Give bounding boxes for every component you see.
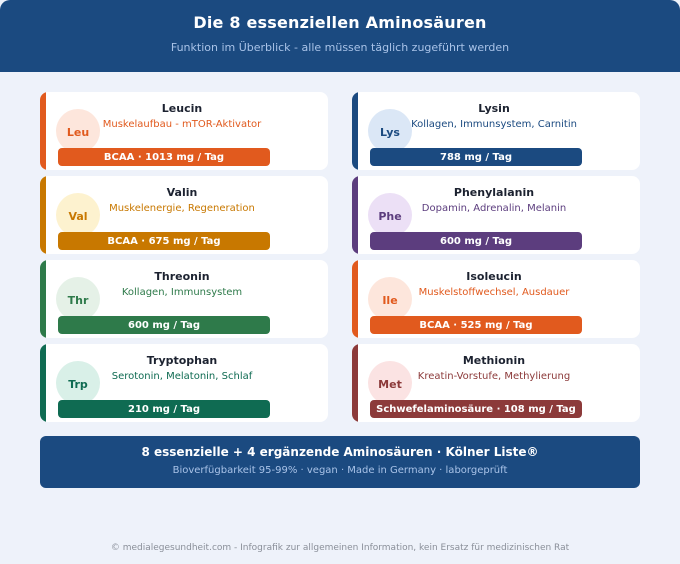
card-accent-bar <box>352 92 358 170</box>
card-accent-bar <box>352 344 358 422</box>
card-accent-bar <box>40 344 46 422</box>
amino-name: Phenylalanin <box>453 186 535 199</box>
amino-function: Serotonin, Melatonin, Schlaf <box>111 371 253 382</box>
header-banner <box>0 0 680 72</box>
amino-name: Threonin <box>154 270 210 283</box>
summary-title: 8 essenzielle + 4 ergänzende Aminosäuren · Kölner Liste® <box>141 445 539 459</box>
amino-function: Muskelstoffwechsel, Ausdauer <box>418 287 570 298</box>
amino-function: Kollagen, Immunsystem, Carnitin <box>411 119 577 130</box>
abbreviation-badge: Met <box>368 361 412 405</box>
card-accent-bar <box>352 260 358 338</box>
amino-card-threonin <box>40 260 328 338</box>
card-accent-bar <box>352 176 358 254</box>
abbreviation-badge: Trp <box>56 361 100 405</box>
amino-card-leucin <box>40 92 328 170</box>
amino-card-isoleucin <box>352 260 640 338</box>
summary-subtitle: Bioverfügbarkeit 95-99% · vegan · Made in Germany · laborgeprüft <box>172 465 508 476</box>
amino-function: Kreatin-Vorstufe, Methylierung <box>417 371 571 382</box>
card-accent-bar <box>40 176 46 254</box>
amino-card-tryptophan <box>40 344 328 422</box>
daily-dose-bar: BCAA · 675 mg / Tag <box>58 232 270 250</box>
amino-card-lysin <box>352 92 640 170</box>
abbreviation-badge: Phe <box>368 193 412 237</box>
card-accent-bar <box>40 92 46 170</box>
daily-dose-bar: Schwefelaminosäure · 108 mg / Tag <box>370 400 582 418</box>
amino-function: Kollagen, Immunsystem <box>121 287 243 298</box>
daily-dose-bar: 788 mg / Tag <box>370 148 582 166</box>
amino-name: Valin <box>166 186 198 199</box>
amino-name: Tryptophan <box>146 354 218 367</box>
daily-dose-bar: BCAA · 1013 mg / Tag <box>58 148 270 166</box>
amino-name: Leucin <box>161 102 203 115</box>
page-title: Die 8 essenziellen Aminosäuren <box>193 13 487 32</box>
amino-name: Methionin <box>462 354 526 367</box>
daily-dose-bar: 600 mg / Tag <box>370 232 582 250</box>
daily-dose-bar: BCAA · 525 mg / Tag <box>370 316 582 334</box>
amino-card-methionin <box>352 344 640 422</box>
summary-box <box>40 436 640 488</box>
page-subtitle: Funktion im Überblick - alle müssen täglich zugeführt werden <box>170 41 510 54</box>
amino-card-phenylalanin <box>352 176 640 254</box>
copyright-note: © medialegesundheit.com - Infografik zur allgemeinen Information, kein Ersatz für medizinischen Rat <box>110 543 570 553</box>
amino-function: Muskelaufbau - mTOR-Aktivator <box>102 119 262 130</box>
amino-function: Dopamin, Adrenalin, Melanin <box>421 203 567 214</box>
abbreviation-badge: Leu <box>56 109 100 153</box>
card-accent-bar <box>40 260 46 338</box>
amino-name: Isoleucin <box>466 270 522 283</box>
abbreviation-badge: Val <box>56 193 100 237</box>
daily-dose-bar: 210 mg / Tag <box>58 400 270 418</box>
amino-name: Lysin <box>478 102 510 115</box>
daily-dose-bar: 600 mg / Tag <box>58 316 270 334</box>
amino-card-valin <box>40 176 328 254</box>
abbreviation-badge: Lys <box>368 109 412 153</box>
abbreviation-badge: Ile <box>368 277 412 321</box>
amino-function: Muskelenergie, Regeneration <box>109 203 255 214</box>
abbreviation-badge: Thr <box>56 277 100 321</box>
